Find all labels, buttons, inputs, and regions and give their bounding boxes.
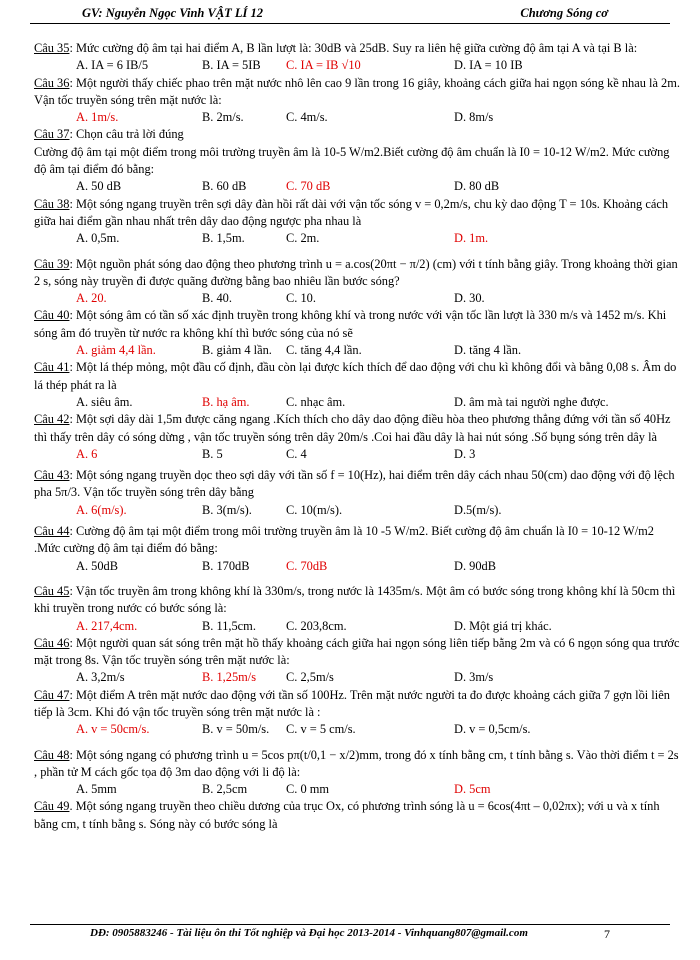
question-body: : Chọn câu trả lời đúng: [69, 127, 184, 142]
answer-option: C. 10(m/s).: [286, 502, 343, 517]
answer-option: D. âm mà tai người nghe được.: [454, 394, 609, 409]
answer-option: D. 5cm: [454, 782, 491, 797]
footer-rule: [30, 924, 670, 925]
answer-options: [34, 109, 680, 126]
answer-options: [34, 446, 680, 463]
answer-option: D. IA = 10 IB: [454, 58, 523, 73]
answer-option: C. v = 5 cm/s.: [286, 722, 356, 737]
question-body: : Một người quan sát sóng trên mặt hồ thấy khoảng cách giữa hai ngọn sóng liên tiếp bằng 2m và có 6 ngọn sóng qua trước mặt trong 8s. Vận tốc truyền sóng trên mặt nước là:: [34, 635, 680, 668]
question-text: [34, 798, 680, 833]
question-text: [34, 256, 680, 291]
answer-option: C. 203,8cm.: [286, 618, 347, 633]
question-text: [34, 126, 680, 143]
question-number: Câu 36: [34, 75, 70, 90]
header-author: GV: Nguyễn Ngọc Vinh VẬT LÍ 12: [82, 6, 264, 20]
question-list: [34, 40, 680, 833]
answer-option: C. 4m/s.: [286, 110, 328, 125]
question-text: [34, 467, 680, 502]
question-extra: Cường độ âm tại một điểm trong môi trường truyền âm là 10-5 W/m2.Biết cường độ âm chuẩn là I0 = 10-12 W/m2. Mức cường độ âm tại điểm đó bằng:: [34, 144, 670, 177]
question-number: Câu 38: [34, 196, 70, 211]
question-body: : Một sóng ngang có phương trình u = 5cos pπ(t/0,1 − x/2)mm, trong đó x tính bằng cm, t tính bằng s. Vào thời điểm t = 2s , phần tử M cách gốc tọa độ 3m dao động với li độ là:: [34, 747, 679, 779]
question-text: [34, 75, 680, 110]
answer-option: D. v = 0,5cm/s.: [454, 722, 531, 737]
answer-option: C. 10.: [286, 291, 316, 306]
question-number: Câu 46: [34, 635, 70, 650]
answer-option: B. 170dB: [202, 558, 250, 573]
answer-option: B. giảm 4 lần.: [202, 343, 272, 358]
answer-options: [34, 721, 680, 738]
question-number: Câu 40: [34, 308, 70, 323]
answer-option: A. v = 50cm/s.: [76, 722, 150, 737]
answer-option: B. 60 dB: [202, 179, 247, 194]
answer-option: A. 3,2m/s: [76, 670, 125, 685]
answer-option: A. IA = 6 IB/5: [76, 58, 149, 73]
question-number: Câu 48: [34, 747, 70, 762]
question-number: Câu 42: [34, 412, 70, 427]
answer-option: C. 2m.: [286, 231, 320, 246]
answer-option: D. 90dB: [454, 558, 496, 573]
question-number: Câu 49: [34, 799, 70, 814]
answer-option: D. 3: [454, 446, 476, 461]
question-body: : Cường độ âm tại một điểm trong môi trường truyền âm là 10 -5 W/m2. Biết cường độ âm chuẩn là I0 = 10-12 W/m2 .Mức cường độ âm tại điểm đó bằng:: [34, 524, 654, 556]
answer-option: D. 30.: [454, 291, 485, 306]
answer-option: C. 4: [286, 446, 307, 461]
question-body: : Một sóng ngang truyền trên sợi dây đàn hồi rất dài với vận tốc sóng v = 0,2m/s, chu kỳ dao động T = 10s. Khoảng cách giữa hai điểm gần nhau nhất trên dây dao động ngược pha nhau là: [34, 196, 669, 228]
question-body: : Một lá thép mỏng, một đầu cố định, đầu còn lại được kích thích để dao động với chu kì không đổi và bằng 0,08 s. Âm do lá thép phát ra là: [34, 360, 677, 392]
answer-option: B. 11,5cm.: [202, 618, 256, 633]
answer-option: B. 1,5m.: [202, 231, 245, 246]
answer-options: [34, 394, 680, 411]
answer-option: C. 2,5m/s: [286, 670, 334, 685]
question-number: Câu 35: [34, 41, 70, 55]
question-number: Câu 41: [34, 360, 70, 375]
answer-options: [34, 558, 680, 575]
question-body: . Một sóng ngang truyền theo chiều dương của trục Ox, có phương trình sóng là u = 6cos(4πt – 0,02πx); với u và x tính bằng cm, t tính bằng s. Sóng này có bước sóng là: [34, 799, 660, 831]
question-body: : Một sóng ngang truyền dọc theo sợi dây với tần số f = 10(Hz), hai điểm trên dây cách nhau 50(cm) dao động với độ lệch pha 5π/3. Vận tốc truyền sóng trên dây bằng: [34, 468, 675, 500]
answer-options: [34, 669, 680, 686]
question-number: Câu 47: [34, 687, 70, 702]
answer-option: B. v = 50m/s.: [202, 722, 270, 737]
question-number: Câu 43: [34, 468, 70, 483]
answer-option: C. nhạc âm.: [286, 394, 346, 409]
answer-options: [34, 290, 680, 307]
question-body: : Vận tốc truyền âm trong không khí là 330m/s, trong nước là 1435m/s. Một âm có bước sóng trong không khí là 50cm thì khi truyền trong nước có bước sóng là:: [34, 583, 676, 616]
answer-option: A. 5mm: [76, 782, 117, 797]
footer-text: DĐ: 0905883246 - Tài liệu ôn thi Tốt nghiệp và Đại học 2013-2014 - Vinhquang807@gmail.com: [90, 927, 528, 939]
question-text: [34, 583, 680, 618]
header-chapter: Chương Sóng cơ: [520, 6, 608, 20]
question-text: [34, 523, 680, 558]
answer-options: [34, 178, 680, 195]
question-text: [34, 687, 680, 722]
page-footer: [30, 924, 670, 944]
answer-options: [34, 230, 680, 247]
answer-option: A. 217,4cm.: [76, 618, 138, 633]
answer-option: A. 0,5m.: [76, 231, 120, 246]
answer-option: B. 5: [202, 446, 223, 461]
question-body: : Một nguồn phát sóng dao động theo phương trình u = a.cos(20πt − π/2) (cm) với t tính bằng giây. Trong khoảng thời gian 2 s, sóng này truyền đi được quãng đường bằng bao nhiêu lần bước sóng?: [34, 256, 678, 288]
answer-option: C. IA = IB √10: [286, 58, 361, 73]
answer-option: D.5(m/s).: [454, 502, 502, 517]
answer-option: A. 50dB: [76, 558, 118, 573]
answer-option: B. 2,5cm: [202, 782, 248, 797]
question-text: [34, 359, 680, 394]
question-body: : Một điểm A trên mặt nước dao động với tần số 100Hz. Trên mặt nước người ta đo được khoảng cách giữa 7 gợn lồi liên tiếp là 3cm. Khi đó vận tốc truyền sóng trên mặt nước là :: [34, 687, 670, 719]
question-number: Câu 37: [34, 127, 70, 142]
header-rule: [30, 23, 670, 24]
answer-option: A. 6: [76, 446, 98, 461]
question-text: [34, 196, 680, 231]
question-text: [34, 635, 680, 670]
answer-option: A. 20.: [76, 291, 107, 306]
question-text: [34, 40, 680, 57]
answer-option: D. 1m.: [454, 231, 489, 246]
page-number: 7: [604, 927, 610, 941]
answer-options: [34, 502, 680, 519]
answer-option: D. tăng 4 lần.: [454, 343, 522, 358]
answer-options: [34, 342, 680, 359]
answer-option: A. giảm 4,4 lần.: [76, 343, 156, 358]
answer-option: B. 3(m/s).: [202, 502, 252, 517]
question-number: Câu 39: [34, 256, 70, 271]
question-body: : Một người thấy chiếc phao trên mặt nước nhô lên cao 9 lần trong 16 giây, khoảng cách giữa hai ngọn sóng kề nhau là 2m. Vận tốc truyền sóng trên mặt nước là:: [34, 75, 680, 107]
answer-option: A. 6(m/s).: [76, 502, 127, 517]
answer-option: B. 1,25m/s: [202, 670, 257, 685]
answer-options: [34, 618, 680, 635]
question-number: Câu 44: [34, 524, 70, 539]
answer-option: C. 0 mm: [286, 782, 330, 797]
answer-options: [34, 57, 680, 74]
answer-option: D. Một giá trị khác.: [454, 618, 552, 633]
answer-option: D. 3m/s: [454, 670, 494, 685]
page-header: [30, 6, 670, 22]
answer-options: [34, 781, 680, 798]
answer-option: D. 8m/s: [454, 110, 494, 125]
question-text: [34, 411, 680, 446]
answer-option: A. 1m/s.: [76, 110, 119, 125]
answer-option: A. 50 dB: [76, 179, 122, 194]
question-text: [34, 747, 680, 782]
answer-option: D. 80 dB: [454, 179, 500, 194]
question-body: : Một sợi dây dài 1,5m được căng ngang .Kích thích cho dây dao động điều hòa theo phương thẳng đứng với tần số 40Hz thì thấy trên dây có sóng dừng , vận tốc truyền sóng trên dây 20m/s .Coi hai đầu dây là hai nút sóng .Số bụng sóng trên dây là: [34, 412, 671, 444]
question-text: [34, 307, 680, 342]
answer-option: B. 2m/s.: [202, 110, 244, 125]
answer-option: A. siêu âm.: [76, 394, 133, 409]
question-body: : Một sóng âm có tần số xác định truyền trong không khí và trong nước với vận tốc lần lượt là 330 m/s và 1452 m/s. Khi sóng âm đó truyền từ nước ra không khí thì bước sóng của nó sẽ: [34, 308, 667, 340]
question-number: Câu 45: [34, 583, 70, 598]
answer-option: C. 70dB: [286, 558, 328, 573]
answer-option: B. 40.: [202, 291, 232, 306]
answer-option: B. IA = 5IB: [202, 58, 261, 73]
answer-option: C. tăng 4,4 lần.: [286, 343, 362, 358]
question-body: : Mức cường độ âm tại hai điểm A, B lần lượt là: 30dB và 25dB. Suy ra liên hệ giữa cường độ âm tại A và tại B là:: [69, 41, 638, 55]
answer-option: C. 70 dB: [286, 179, 331, 194]
answer-option: B. hạ âm.: [202, 394, 250, 409]
